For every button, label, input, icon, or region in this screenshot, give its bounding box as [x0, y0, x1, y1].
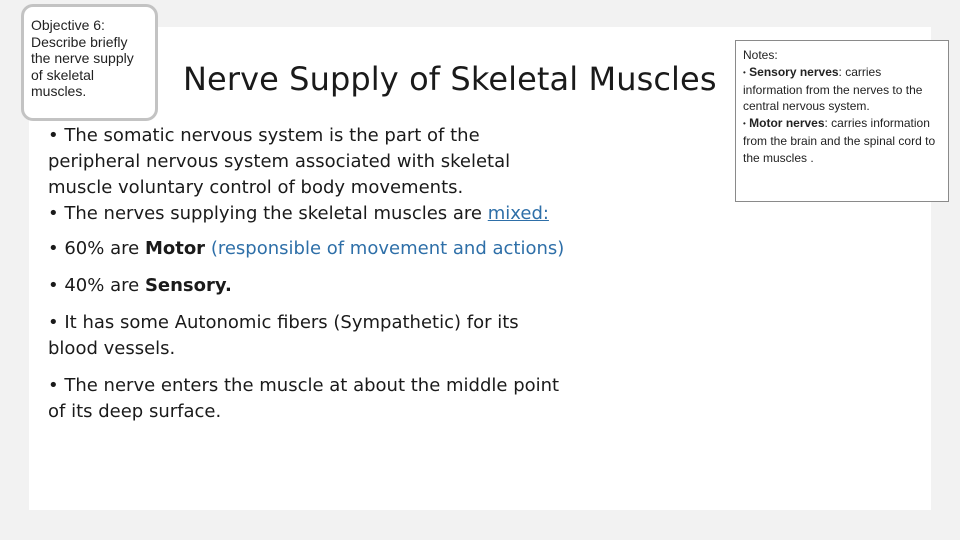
body-p6-text: The nerve enters the muscle at about the middle point of its deep surface. — [48, 375, 560, 422]
body-paragraph — [48, 201, 568, 227]
motor-description: (responsible of movement and actions) — [210, 238, 565, 259]
bullet-icon: • — [743, 67, 746, 77]
body-paragraph — [48, 310, 568, 362]
notes-box — [735, 40, 949, 202]
bullet-icon: • — [48, 375, 59, 396]
motor-term: Motor — [144, 238, 206, 259]
notes-item-sensory — [743, 64, 942, 115]
slide-title: Nerve Supply of Skeletal Muscles — [183, 60, 717, 98]
bullet-icon: • — [48, 238, 59, 259]
body-p3-text: 60% are — [64, 238, 140, 259]
body-paragraph — [48, 373, 568, 425]
body-paragraph — [48, 273, 568, 299]
bullet-icon: • — [48, 125, 59, 146]
body-content — [48, 123, 568, 425]
body-paragraph — [48, 123, 568, 201]
sensory-term: Sensory. — [144, 275, 232, 296]
notes-sensory-text: : carries information from the nerves to the central nervous system. — [743, 64, 923, 114]
bullet-icon: • — [743, 119, 746, 129]
bullet-icon: • — [48, 203, 59, 224]
notes-item-motor — [743, 115, 942, 166]
bullet-icon: • — [48, 275, 59, 296]
body-p5-text: It has some Autonomic fibers (Sympathetic) for its blood vessels. — [48, 312, 519, 359]
bullet-icon: • — [48, 312, 59, 333]
notes-motor-text: : carries information from the brain and the spinal cord to the muscles . — [743, 116, 936, 165]
notes-motor-term: Motor nerves — [749, 116, 825, 131]
mixed-link[interactable]: mixed: — [487, 203, 549, 224]
body-paragraph — [48, 236, 568, 262]
body-p1-text: The somatic nervous system is the part of the peripheral nervous system associated with skeletal muscle voluntary control of body movements. — [48, 125, 511, 198]
body-p4-text: 40% are — [64, 275, 140, 296]
notes-heading: Notes: — [743, 48, 778, 62]
objective-text: Objective 6: Describe briefly the nerve supply of skeletal muscles. — [31, 17, 134, 99]
objective-box — [21, 4, 158, 121]
notes-sensory-term: Sensory nerves — [749, 64, 839, 79]
body-p2-text: The nerves supplying the skeletal muscles are — [64, 203, 482, 224]
